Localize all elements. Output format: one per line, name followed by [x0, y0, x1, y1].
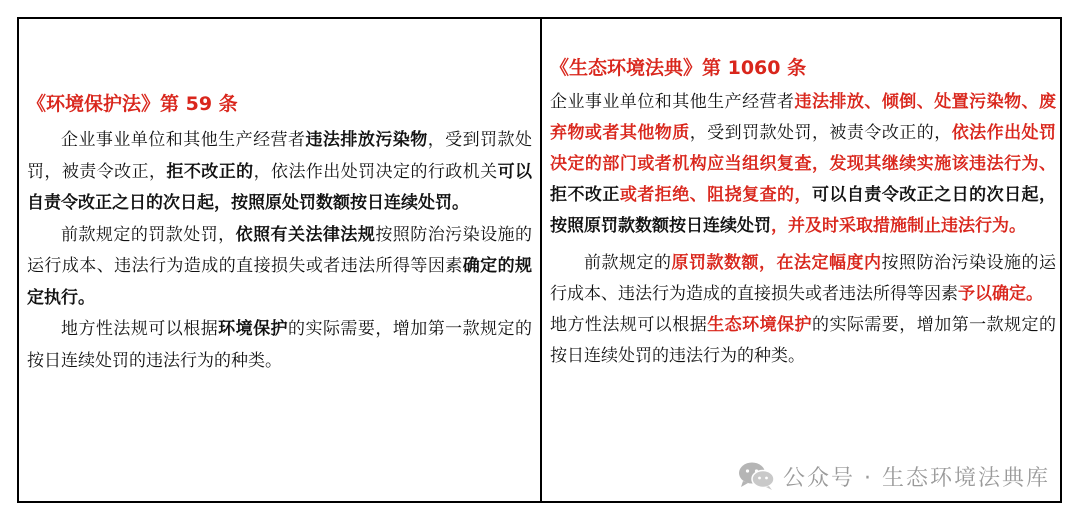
- bold-run: 环境保护: [218, 319, 289, 339]
- right-paragraph-1: [550, 87, 1056, 242]
- text-run: 按照防治污染设施的运行成本、违法行为造成的直接损失或者违法所得等因素: [27, 224, 533, 276]
- text-run: 企业事业单位和其他生产经营者: [61, 130, 306, 150]
- text-run: 前款规定的罚款处罚，: [61, 224, 236, 245]
- red-bold-run: 违法排放、倾倒、处置污染物、废弃物或者其他物质: [550, 92, 1056, 143]
- text-run: 按照防治污染设施的运行成本、违法行为造成的直接损失或者违法所得等因素: [550, 253, 1056, 304]
- left-paragraph-1: [27, 125, 532, 220]
- bold-run: 拒不改正的: [166, 161, 254, 182]
- text-run: 的实际需要，增加第一款规定的按日连续处罚的违法行为的种类。: [27, 319, 533, 371]
- text-run: ，受到罚款处罚，被责令改正的，: [689, 123, 952, 143]
- left-paragraph-2: [27, 220, 532, 315]
- watermark: [737, 460, 1050, 492]
- watermark-text: 公众号 · 生态环境法典库: [783, 465, 1050, 491]
- comparison-table: [17, 17, 1062, 503]
- bold-run: 依照有关法律法规: [235, 224, 376, 245]
- bold-run: 拒不改正: [550, 185, 620, 205]
- left-article-title: 《环境保护法》第 59 条: [27, 93, 238, 115]
- text-run: 的实际需要，增加第一款规定的按日连续处罚的违法行为的种类。: [550, 315, 1057, 366]
- right-column-eco-environment-code: [542, 19, 1060, 501]
- text-run: 地方性法规可以根据: [61, 319, 219, 339]
- bold-run: 可以自责令改正之日的次日起，按照原处罚数额按日连续处罚。: [27, 161, 533, 213]
- left-paragraph-3: [27, 314, 532, 377]
- left-column-environmental-protection-law: [19, 19, 542, 501]
- right-article-title: 《生态环境法典》第 1060 条: [550, 57, 807, 79]
- red-bold-run: 予以确定。: [958, 284, 1043, 304]
- text-run: 企业事业单位和其他生产经营者: [550, 92, 795, 112]
- red-bold-run: 或者拒绝、阻挠复查的，: [619, 185, 812, 205]
- text-run: ，依法作出处罚决定的行政机关: [253, 161, 498, 182]
- right-paragraph-3: [550, 310, 1056, 372]
- bold-run: 确定的规定执行。: [27, 256, 533, 308]
- red-bold-run: 原罚款数额，在法定幅度内: [671, 253, 882, 273]
- bold-run: 可以自责令改正之日的次日起，按照原罚款数额按日连续处罚: [550, 185, 1057, 236]
- text-run: 前款规定的: [584, 253, 672, 273]
- red-bold-run: ，并及时采取措施制止违法行为。: [771, 216, 1026, 236]
- right-paragraph-2: [550, 248, 1056, 310]
- red-bold-run: 依法作出处罚决定的部门或者机构应当组织复查，发现其继续实施该违法行为、: [550, 123, 1057, 174]
- red-bold-run: 生态环境保护: [707, 315, 812, 335]
- text-run: 地方性法规可以根据: [550, 315, 708, 335]
- text-run: ，受到罚款处罚，被责令改正，: [27, 130, 533, 182]
- wechat-icon: [737, 460, 777, 492]
- bold-run: 违法排放污染物: [305, 130, 428, 150]
